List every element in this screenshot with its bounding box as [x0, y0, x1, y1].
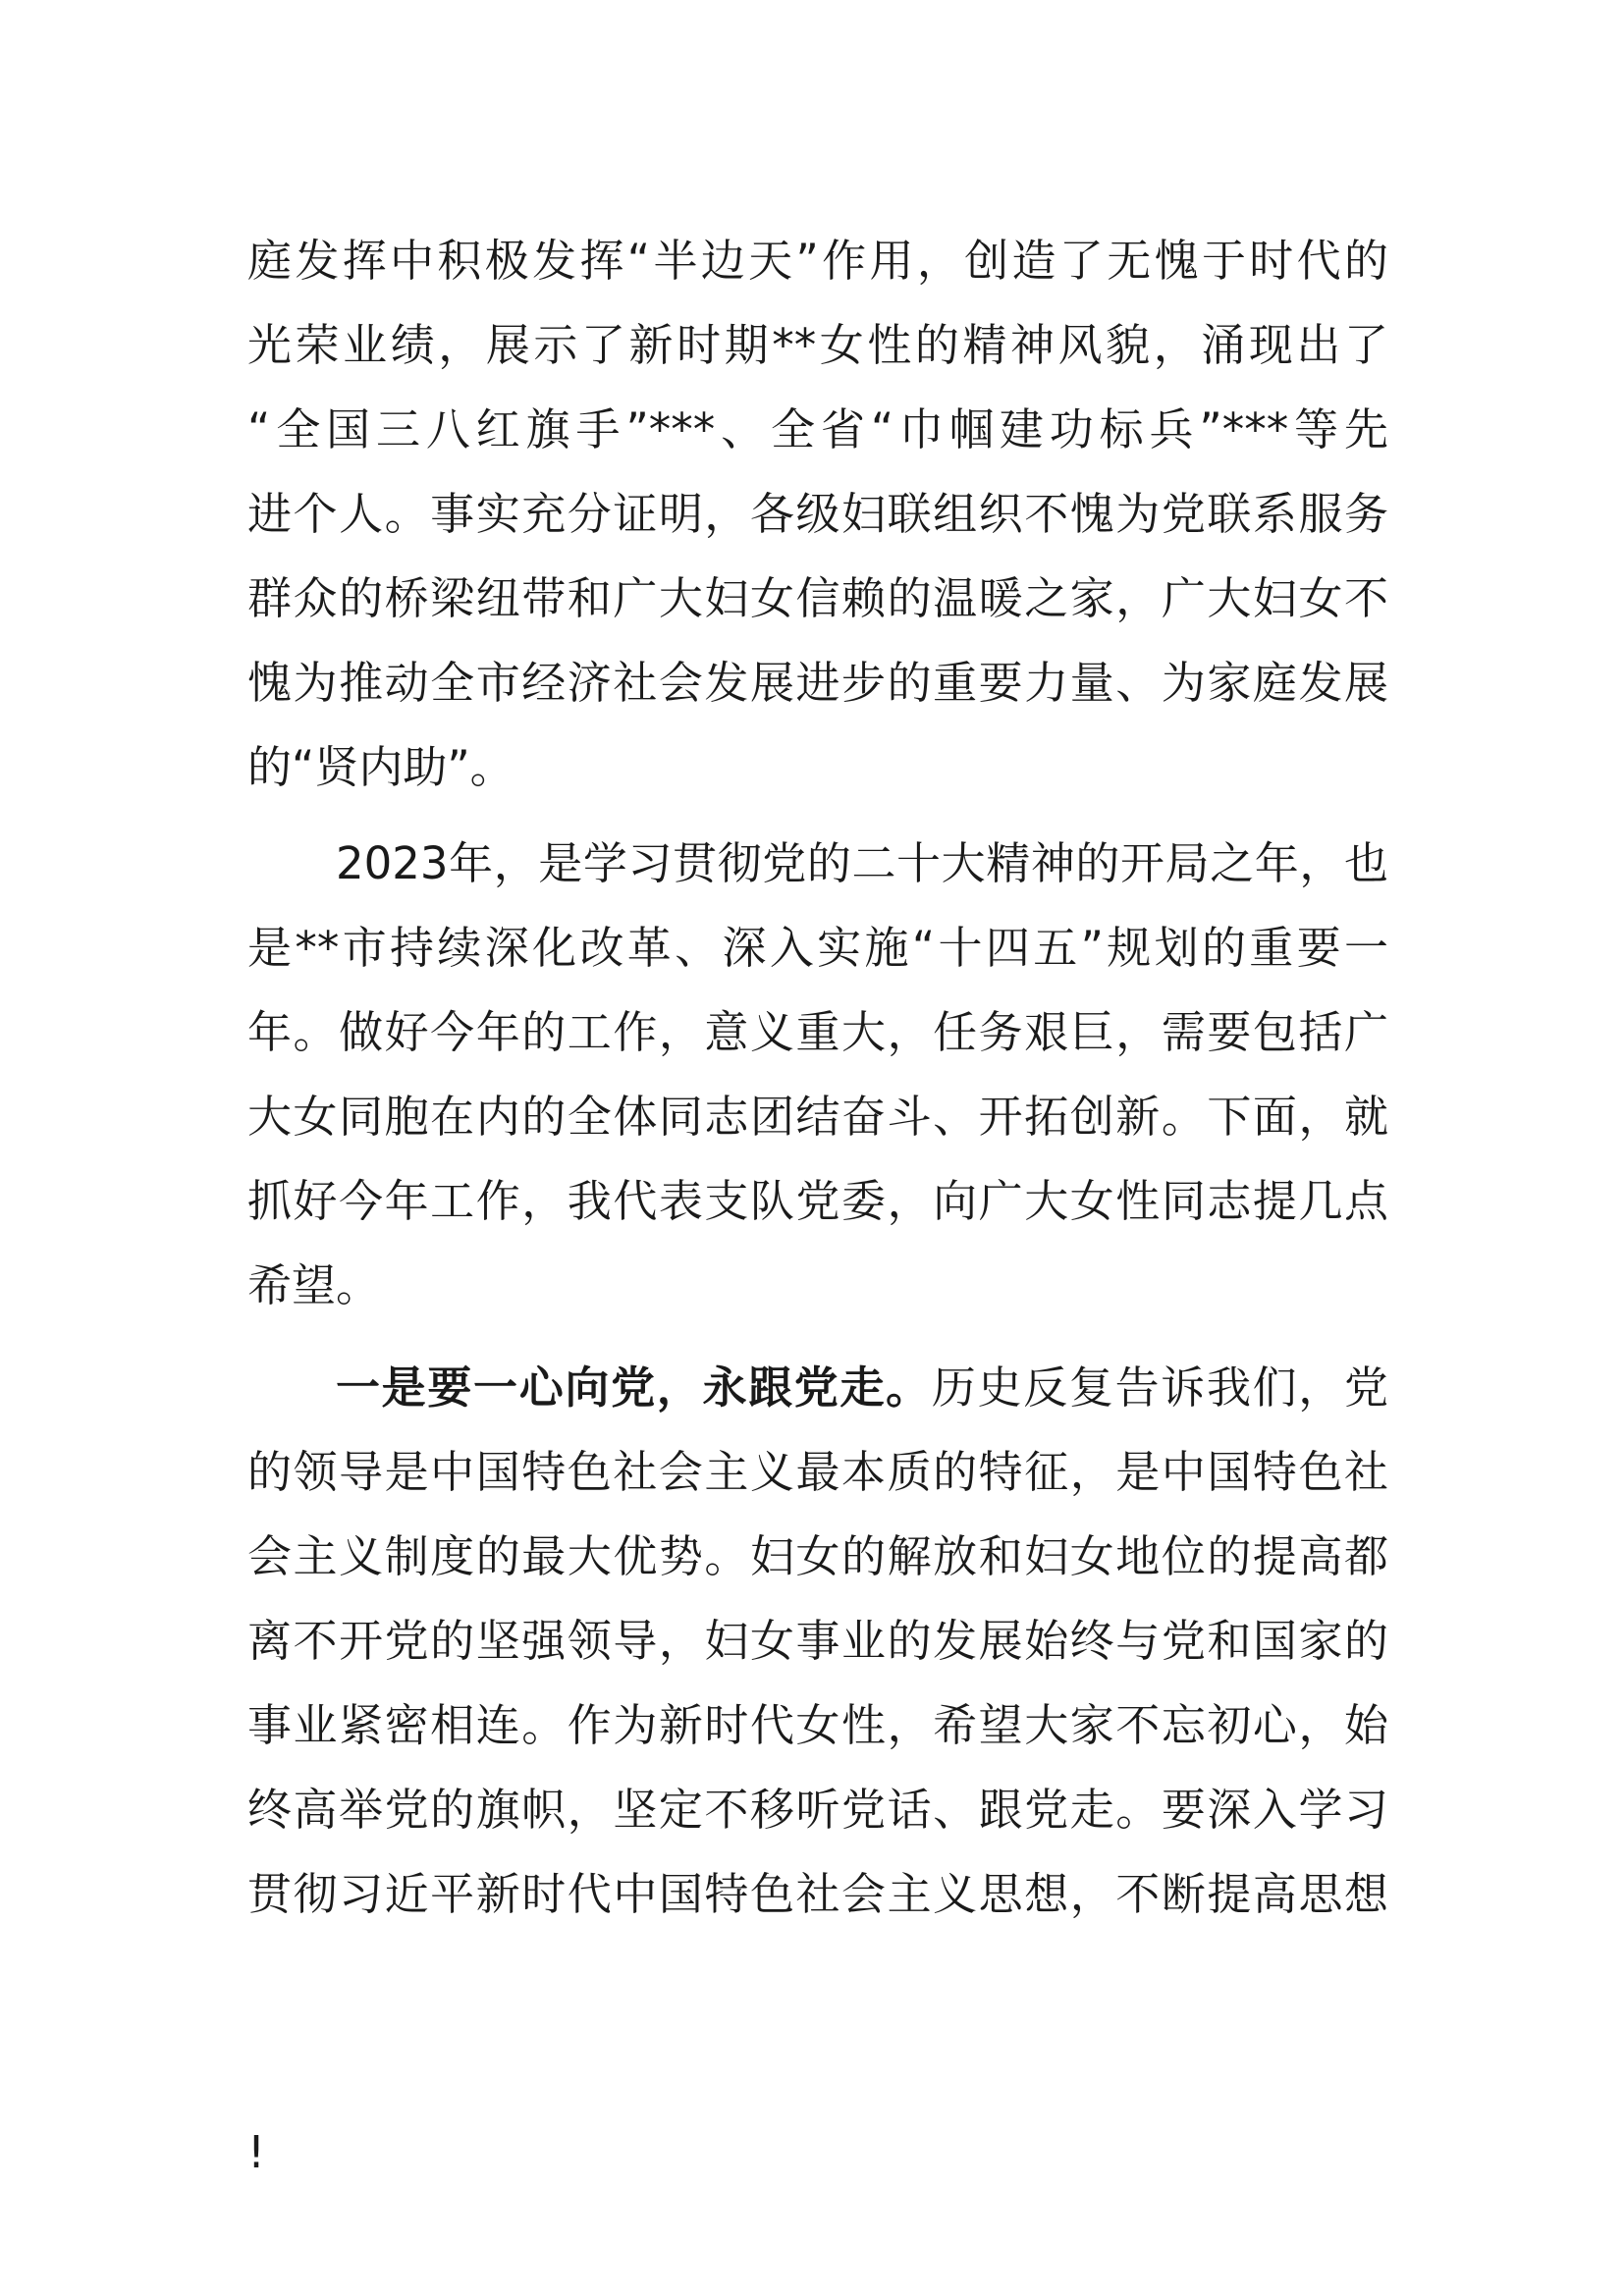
text-line: 庭发挥中积极发挥“半边天”作用，创造了无愧于时代的	[247, 235, 1388, 287]
text-line: 是**市持续深化改革、深入实施“十四五”规划的重要一	[247, 922, 1388, 974]
text-line: 群众的桥梁纽带和广大妇女信赖的温暖之家，广大妇女不	[247, 572, 1388, 624]
text-line: 会主义制度的最大优势。妇女的解放和妇女地位的提高都	[247, 1530, 1388, 1582]
text-line: 离不开党的坚强领导，妇女事业的发展始终与党和国家的	[247, 1615, 1388, 1667]
paragraph-1	[247, 219, 1388, 810]
text-line: 大女同胞在内的全体同志团结奋斗、开拓创新。下面，就	[247, 1091, 1388, 1143]
text-line: 年。做好今年的工作，意义重大，任务艰巨，需要包括广	[247, 1006, 1388, 1058]
text-line: 的“贤内助”。	[247, 741, 514, 793]
paragraph-gap	[247, 1328, 1388, 1346]
text-line	[247, 1346, 1388, 1430]
text-line: 贯彻习近平新时代中国特色社会主义思想，不断提高思想	[247, 1868, 1388, 1920]
text-line: 事业紧密相连。作为新时代女性，希望大家不忘初心，始	[247, 1699, 1388, 1751]
text-line: 2023年，是学习贯彻党的二十大精神的开局之年，也	[336, 837, 1388, 889]
paragraph-2	[247, 822, 1388, 1328]
text-line: 进个人。事实充分证明，各级妇联组织不愧为党联系服务	[247, 488, 1388, 540]
bold-lead: 一是要一心向党，永跟党走。	[336, 1362, 932, 1414]
text-line: 光荣业绩，展示了新时期**女性的精神风貌，涌现出了	[247, 319, 1388, 371]
text-line: 的领导是中国特色社会主义最本质的特征，是中国特色社	[247, 1446, 1388, 1498]
text-line: 终高举党的旗帜，坚定不移听党话、跟党走。要深入学习	[247, 1784, 1388, 1836]
text-line: 抓好今年工作，我代表支队党委，向广大女性同志提几点	[247, 1175, 1388, 1227]
paragraph-gap	[247, 810, 1388, 822]
text-line: “全国三八红旗手”***、全省“巾帼建功标兵”***等先	[247, 403, 1388, 455]
footer-mark: !	[247, 2126, 266, 2178]
paragraph-3	[247, 1346, 1388, 1937]
text-line: 愧为推动全市经济社会发展进步的重要力量、为家庭发展	[247, 657, 1388, 709]
text-run: 历史反复告诉我们，党	[931, 1362, 1388, 1414]
text-line: 希望。	[247, 1259, 381, 1311]
body-text	[247, 219, 1388, 1937]
